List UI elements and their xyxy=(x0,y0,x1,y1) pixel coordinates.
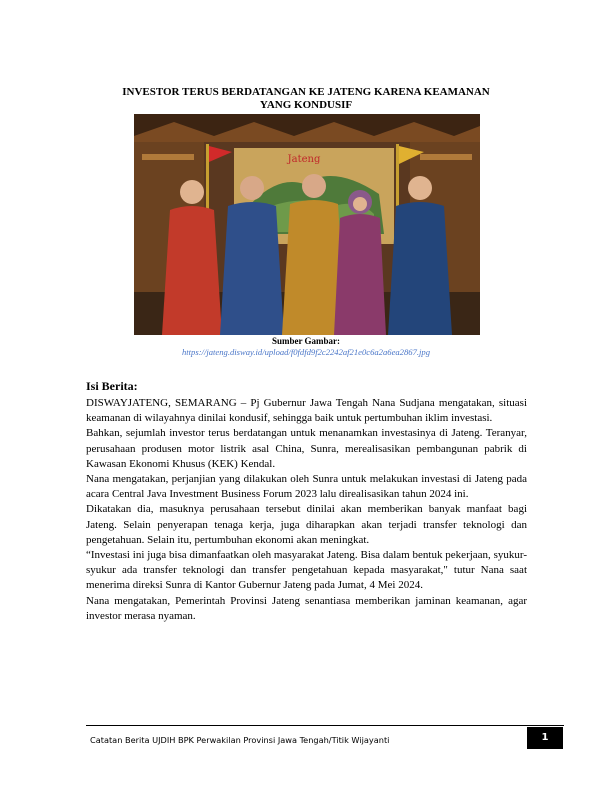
article-title-line-2: YANG KONDUSIF xyxy=(259,99,353,111)
caption-label: Sumber Gambar: xyxy=(271,336,341,346)
paragraph: “Investasi ini juga bisa dimanfaatkan oleh masyarakat Jateng. Bisa dalam bentuk pekerjaan, syukur-syukur ada transfer teknologi dan transfer pengetahuan kepada masyarakat," tutur Nana saat menerima direksi Sunra di Kantor Gubernur Jateng pada Jumat, 4 Mei 2024. xyxy=(86,549,527,592)
paragraph: DISWAYJATENG, SEMARANG – Pj Gubernur Jawa Tengah Nana Sudjana mengatakan, situasi keamanan di wilayahnya dinilai kondusif, sehingga baik untuk pertumbuhan iklim investasi. xyxy=(86,397,527,425)
paragraph: Nana mengatakan, Pemerintah Provinsi Jateng senantiasa memberikan jaminan keamanan, agar investor merasa nyaman. xyxy=(86,594,527,622)
footer-text: Catatan Berita UJDIH BPK Perwakilan Provinsi Jawa Tengah/Titik Wijayanti xyxy=(90,735,390,745)
footer-divider xyxy=(86,725,564,726)
article-title xyxy=(86,86,526,112)
paragraph: Nana mengatakan, perjanjian yang dilakukan oleh Sunra untuk melakukan investasi di Jateng pada acara Central Java Investment Business Forum 2023 lalu direalisasikan tahun 2024 ini. xyxy=(86,473,527,501)
page-number: 1 xyxy=(527,727,563,749)
article-body xyxy=(86,396,527,624)
paragraph: Bahkan, sejumlah investor terus berdatangan untuk menanamkan investasinya di Jateng. Teranyar, perusahaan produsen motor listrik asal China, Sunra, merealisasikan pembangunan pabrik di Kawasan Ekonomi Khusus (KEK) Kendal. xyxy=(86,427,527,470)
article-title-line-1: INVESTOR TERUS BERDATANGAN KE JATENG KARENA KEAMANAN xyxy=(122,86,490,98)
paragraph: Dikatakan dia, masuknya perusahaan tersebut dinilai akan memberikan banyak manfaat bagi Jateng. Selain penyerapan tenaga kerja, juga diharapkan akan terjadi transfer teknologi dan pengetahuan. Selain itu, pertumbuhan ekonomi akan meningkat. xyxy=(86,503,527,546)
svg-text:Jateng: Jateng xyxy=(287,154,321,165)
section-heading: Isi Berita: xyxy=(86,379,138,393)
news-photo xyxy=(134,114,480,335)
caption-url[interactable]: https://jateng.disway.id/upload/f0fdfd9f2c2242af21e0c6a2a6ea2867.jpg xyxy=(181,347,430,357)
